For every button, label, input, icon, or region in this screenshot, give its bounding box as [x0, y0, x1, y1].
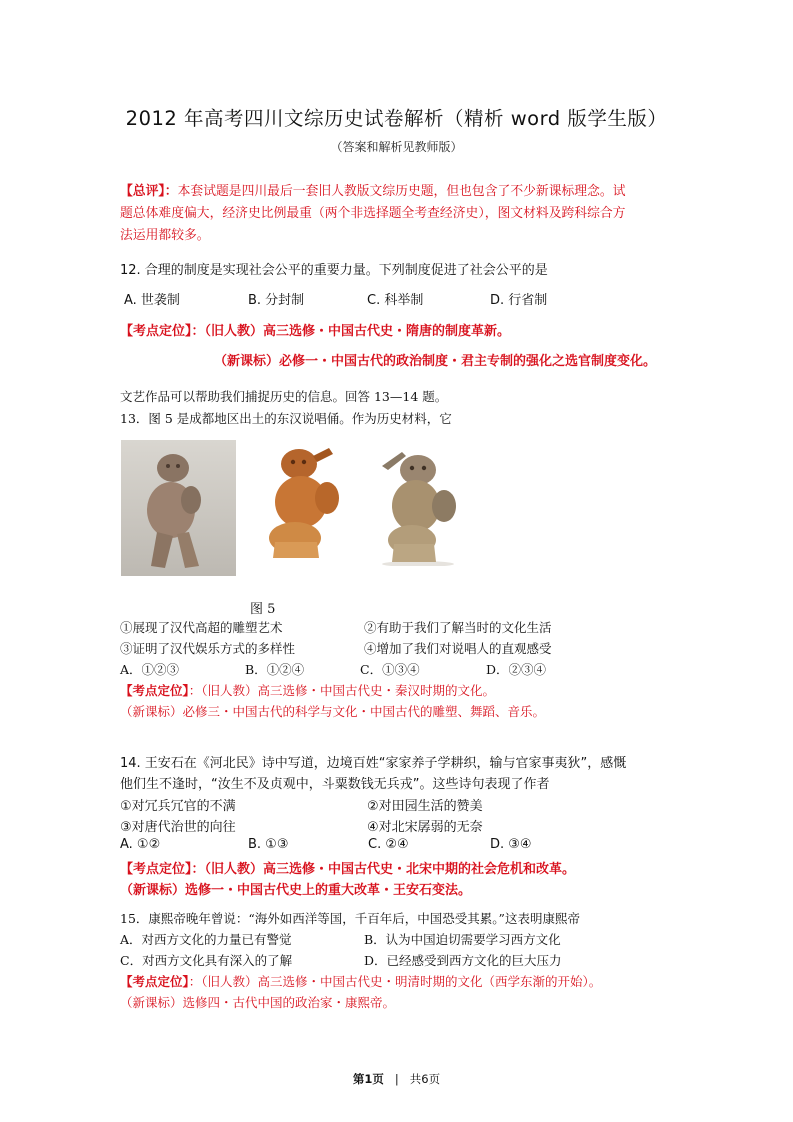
q14-stem-line-2: 他们生不逢时，“汝生不及贞观中，斗粟数钱无兵戎”。这些诗句表现了作者	[120, 777, 550, 792]
q14-kaodian-label: 【考点定位】	[120, 862, 192, 877]
q15-kaodian-label: 【考点定位】	[120, 974, 189, 989]
summary-label: 【总评】：	[120, 184, 178, 199]
summary-line-2: 题总体难度偏大，经济史比例最重（两个非选择题全考查经济史），图文材料及跨科综合方	[120, 206, 626, 221]
summary-line-1: 本套试题是四川最后一套旧人教版文综历史题，但也包含了不少新课标理念。试	[177, 184, 626, 199]
q14-item-2: ②对田园生活的赞美	[367, 799, 483, 814]
page-subtitle: （答案和解析见教师版）	[330, 140, 463, 154]
page-footer	[0, 1071, 793, 1087]
q15-stem: 15．康熙帝晚年曾说：“海外如西洋等国，千百年后，中国恐受其累。”这表明康熙帝	[120, 911, 580, 926]
q15-option-a: A．对西方文化的力量已有警觉	[120, 932, 292, 947]
q15-option-c: C．对西方文化具有深入的了解	[120, 953, 293, 968]
page-number: 第1页	[352, 1072, 384, 1086]
q13-option-c: C．①③④	[360, 662, 420, 677]
figurine-photo-2	[257, 442, 349, 562]
q13-item-2: ②有助于我们了解当时的文化生活	[364, 620, 552, 635]
summary-line-3: 法运用都较多。	[120, 228, 210, 243]
q15-kaodian-old: 【考点定位】：（旧人教）高三选修・中国古代史・明清时期的文化（西学东渐的开始）。	[120, 974, 602, 989]
q12-stem: 12. 合理的制度是实现社会公平的重要力量。下列制度促进了社会公平的是	[120, 263, 548, 278]
q14-kaodian-old: 【考点定位】：（旧人教）高三选修・中国古代史・北宋中期的社会危机和改革。	[120, 862, 576, 877]
q14-option-c: C. ②④	[368, 837, 409, 852]
q15-option-b: B．认为中国迫切需要学习西方文化	[364, 932, 561, 947]
q15-option-d: D．已经感受到西方文化的巨大压力	[364, 953, 562, 968]
q14-kaodian-new: （新课标）选修一・中国古代史上的重大改革・王安石变法。	[120, 883, 472, 898]
q13-item-4: ④增加了我们对说唱人的直观感受	[364, 641, 552, 656]
q13-item-3: ③证明了汉代娱乐方式的多样性	[120, 641, 296, 656]
q14-option-d: D. ③④	[490, 837, 532, 852]
q14-option-a: A. ①②	[120, 837, 161, 852]
q15-kaodian-new: （新课标）选修四・古代中国的政治家・康熙帝。	[120, 995, 396, 1010]
q12-kaodian-new: （新课标）必修一・中国古代的政治制度・君主专制的强化之选官制度变化。	[214, 354, 657, 369]
figure-caption: 图 5	[250, 602, 276, 617]
intro-text: 文艺作品可以帮助我们捕捉历史的信息。回答 13—14 题。	[120, 389, 448, 404]
figurine-photo-3	[372, 444, 464, 566]
q12-option-b: B. 分封制	[248, 293, 305, 308]
q14-option-b: B. ①③	[248, 837, 289, 852]
q12-kaodian-old: 【考点定位】：（旧人教）高三选修・中国古代史・隋唐的制度革新。	[120, 324, 511, 339]
q13-option-a: A．①②③	[120, 662, 180, 677]
q13-item-1: ①展现了汉代高超的雕塑艺术	[120, 620, 283, 635]
q13-option-b: B．①②④	[245, 662, 305, 677]
q12-option-d: D. 行省制	[490, 293, 548, 308]
q13-kaodian-new: （新课标）必修三・中国古代的科学与文化・中国古代的雕塑、舞蹈、音乐。	[120, 704, 546, 719]
page-title: 2012 年高考四川文综历史试卷解析（精析 word 版学生版）	[125, 107, 668, 130]
q13-option-d: D．②③④	[486, 662, 547, 677]
q12-option-c: C. 科举制	[367, 293, 424, 308]
figurine-photo-1	[121, 440, 236, 576]
q14-stem-line-1: 14. 王安石在《河北民》诗中写道，边境百姓“家家养子学耕织，输与官家事夷狄”，感慨	[120, 756, 627, 771]
q12-option-a: A. 世袭制	[124, 293, 180, 308]
q14-item-4: ④对北宋孱弱的无奈	[367, 820, 483, 835]
q13-kaodian-old: 【考点定位】：（旧人教）高三选修・中国古代史・秦汉时期的文化。	[120, 683, 496, 698]
footer-separator: |	[394, 1072, 399, 1086]
q14-item-1: ①对冗兵冗官的不满	[120, 799, 236, 814]
q12-kaodian-label: 【考点定位】	[120, 324, 192, 339]
q14-item-3: ③对唐代治世的向往	[120, 820, 236, 835]
page-total: 共6页	[409, 1072, 441, 1086]
q13-kaodian-label: 【考点定位】	[120, 683, 189, 698]
summary-block	[120, 181, 680, 247]
q13-stem: 13．图 5 是成都地区出土的东汉说唱俑。作为历史材料，它	[120, 411, 452, 426]
